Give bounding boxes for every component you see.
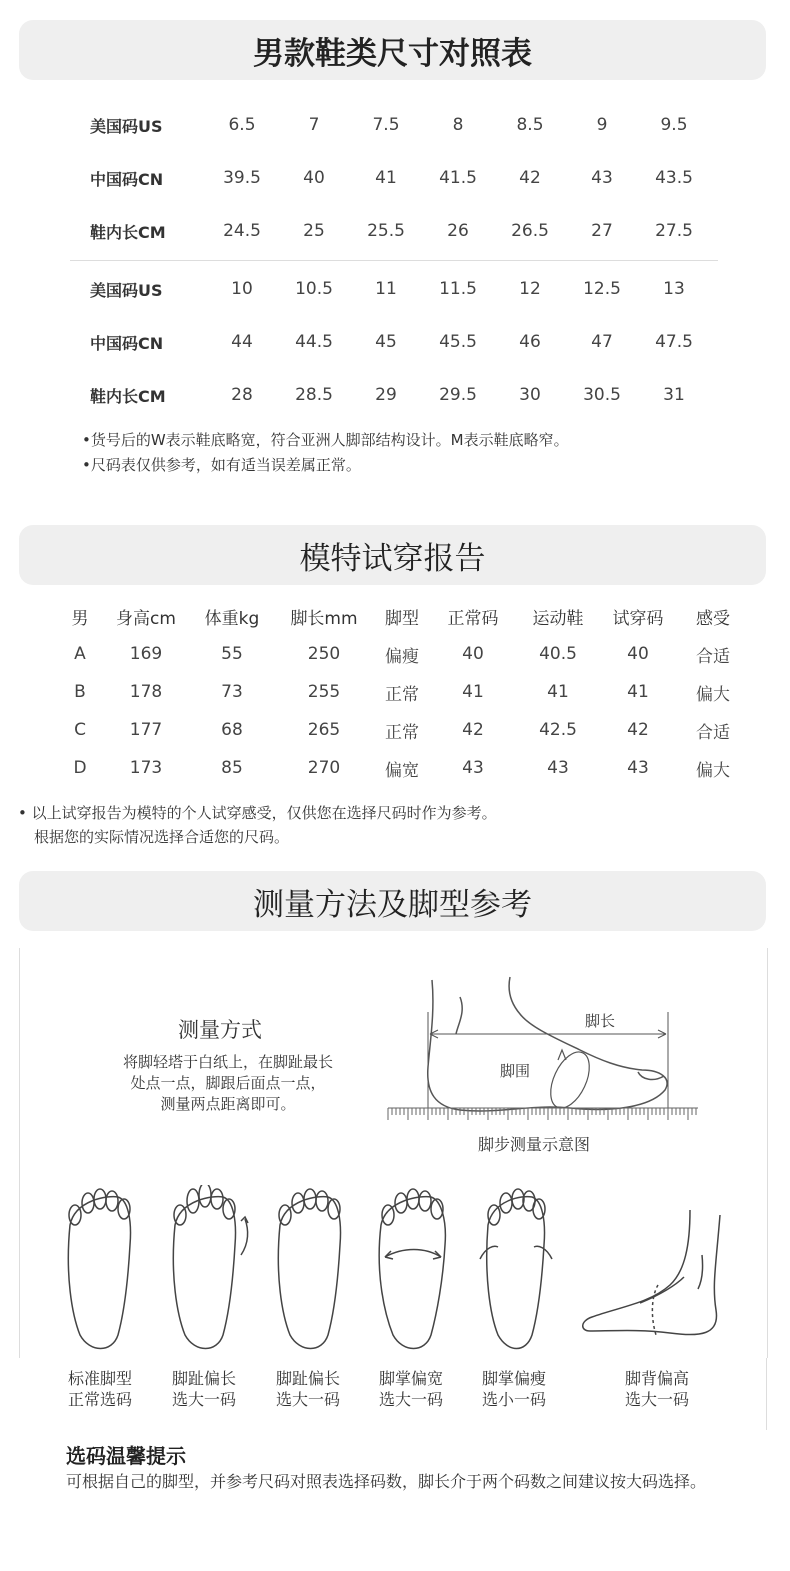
size-row-label: 中国码CN bbox=[90, 333, 164, 353]
caption-line: 选大一码 bbox=[378, 1390, 443, 1409]
size-row bbox=[70, 216, 720, 246]
caption-line: 选大一码 bbox=[275, 1390, 340, 1409]
size-cell: 28 bbox=[231, 385, 253, 405]
size-row bbox=[70, 163, 720, 193]
model-cell: 偏宽 bbox=[385, 760, 419, 781]
high-instep-foot-icon bbox=[583, 1210, 720, 1335]
measure-title: 测量方法及脚型参考 bbox=[19, 871, 766, 931]
size-row-label: 鞋内长CM bbox=[90, 222, 166, 242]
model-cell: 85 bbox=[221, 758, 243, 778]
size-cell: 47 bbox=[591, 332, 613, 352]
caption-line: 脚掌偏宽 bbox=[378, 1369, 443, 1388]
size-cell: 9.5 bbox=[660, 115, 688, 135]
size-cell: 46 bbox=[519, 332, 541, 352]
model-cell: 合适 bbox=[696, 646, 730, 667]
model-cell: 173 bbox=[129, 758, 163, 778]
size-cell: 31 bbox=[663, 385, 685, 405]
caption-line: 选大一码 bbox=[171, 1390, 236, 1409]
size-cell: 44.5 bbox=[295, 332, 333, 352]
model-cell: 42 bbox=[627, 720, 649, 740]
size-cell: 47.5 bbox=[655, 332, 693, 352]
size-cell: 45 bbox=[375, 332, 397, 352]
size-cell: 7 bbox=[308, 115, 320, 135]
foot-type-caption bbox=[607, 1368, 707, 1410]
size-cell: 25 bbox=[303, 221, 325, 241]
foot-side-outline bbox=[428, 977, 667, 1111]
diagram-caption: 脚步测量示意图 bbox=[478, 1135, 591, 1154]
size-cell: 44 bbox=[231, 332, 253, 352]
header-cell: 感受 bbox=[696, 608, 730, 629]
foot-measure-diagram bbox=[380, 972, 710, 1122]
model-cell: 55 bbox=[221, 644, 243, 664]
caption-line: 脚趾偏长 bbox=[275, 1369, 340, 1388]
long-toe-foot-icon-2 bbox=[278, 1189, 340, 1349]
size-row-label: 美国码US bbox=[90, 280, 163, 300]
foot-type-caption bbox=[464, 1368, 564, 1410]
size-cell: 45.5 bbox=[439, 332, 477, 352]
size-row bbox=[70, 380, 720, 410]
size-cell: 28.5 bbox=[295, 385, 333, 405]
foot-type-caption bbox=[258, 1368, 358, 1410]
girth-loop bbox=[543, 1046, 597, 1114]
foot-types-sketches bbox=[40, 1185, 740, 1360]
model-cell: 正常 bbox=[385, 722, 419, 743]
method-line: 处点一点，脚跟后面点一点， bbox=[130, 1074, 326, 1092]
foot-type-caption bbox=[361, 1368, 461, 1410]
size-cell: 30 bbox=[519, 385, 541, 405]
size-cell: 26 bbox=[447, 221, 469, 241]
size-cell: 29 bbox=[375, 385, 397, 405]
header-cell: 体重kg bbox=[204, 608, 260, 629]
model-note-1: • 以上试穿报告为模特的个人试穿感受，仅供您在选择尺码时作为参考。 bbox=[18, 804, 497, 822]
header-cell: 身高cm bbox=[116, 608, 176, 629]
model-row bbox=[60, 635, 760, 673]
model-note-2: 根据您的实际情况选择合适您的尺码。 bbox=[34, 828, 290, 846]
narrow-foot-icon bbox=[480, 1189, 552, 1349]
size-row bbox=[70, 327, 720, 357]
size-cell: 11.5 bbox=[439, 279, 477, 299]
size-cell: 39.5 bbox=[223, 168, 261, 188]
model-cell: 255 bbox=[307, 682, 341, 702]
size-cell: 26.5 bbox=[511, 221, 549, 241]
size-cell: 43 bbox=[591, 168, 613, 188]
size-note-1: •货号后的W表示鞋底略宽，符合亚洲人脚部结构设计。M表示鞋底略窄。 bbox=[82, 431, 569, 449]
foot-length-label: 脚长 bbox=[585, 1012, 616, 1030]
size-cell: 27 bbox=[591, 221, 613, 241]
model-cell: 40.5 bbox=[539, 644, 577, 664]
model-cell: 41 bbox=[462, 682, 484, 702]
size-cell: 11 bbox=[375, 279, 397, 299]
model-cell: 43 bbox=[547, 758, 569, 778]
caption-line: 脚趾偏长 bbox=[171, 1369, 236, 1388]
size-cell: 24.5 bbox=[223, 221, 261, 241]
model-cell: A bbox=[74, 644, 86, 664]
size-cell: 8 bbox=[452, 115, 464, 135]
size-cell: 41.5 bbox=[439, 168, 477, 188]
caption-line: 标准脚型 bbox=[67, 1369, 132, 1388]
header-cell: 男 bbox=[71, 608, 89, 629]
model-row bbox=[60, 711, 760, 749]
size-note-2: •尺码表仅供参考，如有适当误差属正常。 bbox=[82, 456, 361, 474]
model-cell: 合适 bbox=[696, 722, 730, 743]
size-cell: 29.5 bbox=[439, 385, 477, 405]
method-line: 测量两点距离即可。 bbox=[160, 1095, 296, 1113]
foot-girth-label: 脚围 bbox=[500, 1062, 531, 1080]
model-cell: 偏大 bbox=[696, 760, 730, 781]
model-report-title: 模特试穿报告 bbox=[19, 525, 766, 585]
size-row-label: 中国码CN bbox=[90, 169, 164, 189]
size-cell: 12 bbox=[519, 279, 541, 299]
model-table-header bbox=[60, 597, 760, 635]
model-cell: 169 bbox=[129, 644, 163, 664]
standard-foot-icon bbox=[68, 1189, 130, 1349]
size-cell: 7.5 bbox=[372, 115, 400, 135]
foot-type-caption bbox=[50, 1368, 150, 1410]
model-cell: 43 bbox=[627, 758, 649, 778]
tips-title: 选码温馨提示 bbox=[66, 1444, 186, 1468]
size-cell: 6.5 bbox=[228, 115, 256, 135]
size-cell: 41 bbox=[375, 168, 397, 188]
size-chart-divider bbox=[70, 260, 718, 261]
model-cell: 40 bbox=[627, 644, 649, 664]
model-cell: 177 bbox=[129, 720, 163, 740]
header-cell: 试穿码 bbox=[612, 608, 664, 629]
model-cell: D bbox=[73, 758, 87, 778]
header-cell: 运动鞋 bbox=[532, 608, 584, 629]
wide-foot-icon bbox=[379, 1189, 445, 1349]
size-row bbox=[70, 110, 720, 140]
size-cell: 9 bbox=[596, 115, 608, 135]
model-cell: 正常 bbox=[385, 684, 419, 705]
model-cell: 68 bbox=[221, 720, 243, 740]
model-cell: 43 bbox=[462, 758, 484, 778]
header-cell: 脚型 bbox=[385, 608, 419, 629]
model-row bbox=[60, 749, 760, 787]
size-row bbox=[70, 274, 720, 304]
model-cell: 偏大 bbox=[696, 684, 730, 705]
size-row-label: 美国码US bbox=[90, 116, 163, 136]
method-line: 将脚轻塔于白纸上，在脚趾最长 bbox=[122, 1053, 333, 1071]
size-cell: 10 bbox=[231, 279, 253, 299]
foot-type-caption bbox=[154, 1368, 254, 1410]
size-cell: 8.5 bbox=[516, 115, 544, 135]
size-cell: 12.5 bbox=[583, 279, 621, 299]
method-text bbox=[88, 1052, 368, 1115]
model-row bbox=[60, 673, 760, 711]
size-cell: 27.5 bbox=[655, 221, 693, 241]
model-cell: 42.5 bbox=[539, 720, 577, 740]
model-cell: 41 bbox=[627, 682, 649, 702]
size-cell: 40 bbox=[303, 168, 325, 188]
length-dimension bbox=[428, 1012, 668, 1120]
ruler bbox=[388, 1108, 698, 1120]
model-cell: 250 bbox=[307, 644, 341, 664]
caption-line: 脚掌偏瘦 bbox=[481, 1369, 546, 1388]
size-cell: 25.5 bbox=[367, 221, 405, 241]
size-cell: 42 bbox=[519, 168, 541, 188]
model-cell: B bbox=[74, 682, 86, 702]
model-report-table bbox=[60, 597, 760, 787]
model-cell: 270 bbox=[307, 758, 341, 778]
model-cell: C bbox=[74, 720, 86, 740]
model-cell: 178 bbox=[129, 682, 163, 702]
model-cell: 40 bbox=[462, 644, 484, 664]
model-cell: 41 bbox=[547, 682, 569, 702]
model-cell: 265 bbox=[307, 720, 341, 740]
size-cell: 10.5 bbox=[295, 279, 333, 299]
caption-line: 选小一码 bbox=[481, 1390, 546, 1409]
model-cell: 73 bbox=[221, 682, 243, 702]
size-chart-title: 男款鞋类尺寸对照表 bbox=[19, 20, 766, 80]
size-cell: 30.5 bbox=[583, 385, 621, 405]
caption-line: 脚背偏高 bbox=[624, 1369, 689, 1388]
size-cell: 13 bbox=[663, 279, 685, 299]
header-cell: 正常码 bbox=[447, 608, 499, 629]
tips-body: 可根据自己的脚型，并参考尺码对照表选择码数，脚长介于两个码数之间建议按大码选择。 bbox=[66, 1472, 707, 1491]
long-toe-foot-icon bbox=[173, 1185, 248, 1349]
header-cell: 脚长mm bbox=[290, 608, 358, 629]
model-cell: 偏瘦 bbox=[385, 646, 419, 667]
size-row-label: 鞋内长CM bbox=[90, 386, 166, 406]
model-cell: 42 bbox=[462, 720, 484, 740]
method-title: 测量方式 bbox=[178, 1018, 262, 1042]
caption-line: 选大一码 bbox=[624, 1390, 689, 1409]
caption-line: 正常选码 bbox=[67, 1390, 132, 1409]
size-cell: 43.5 bbox=[655, 168, 693, 188]
